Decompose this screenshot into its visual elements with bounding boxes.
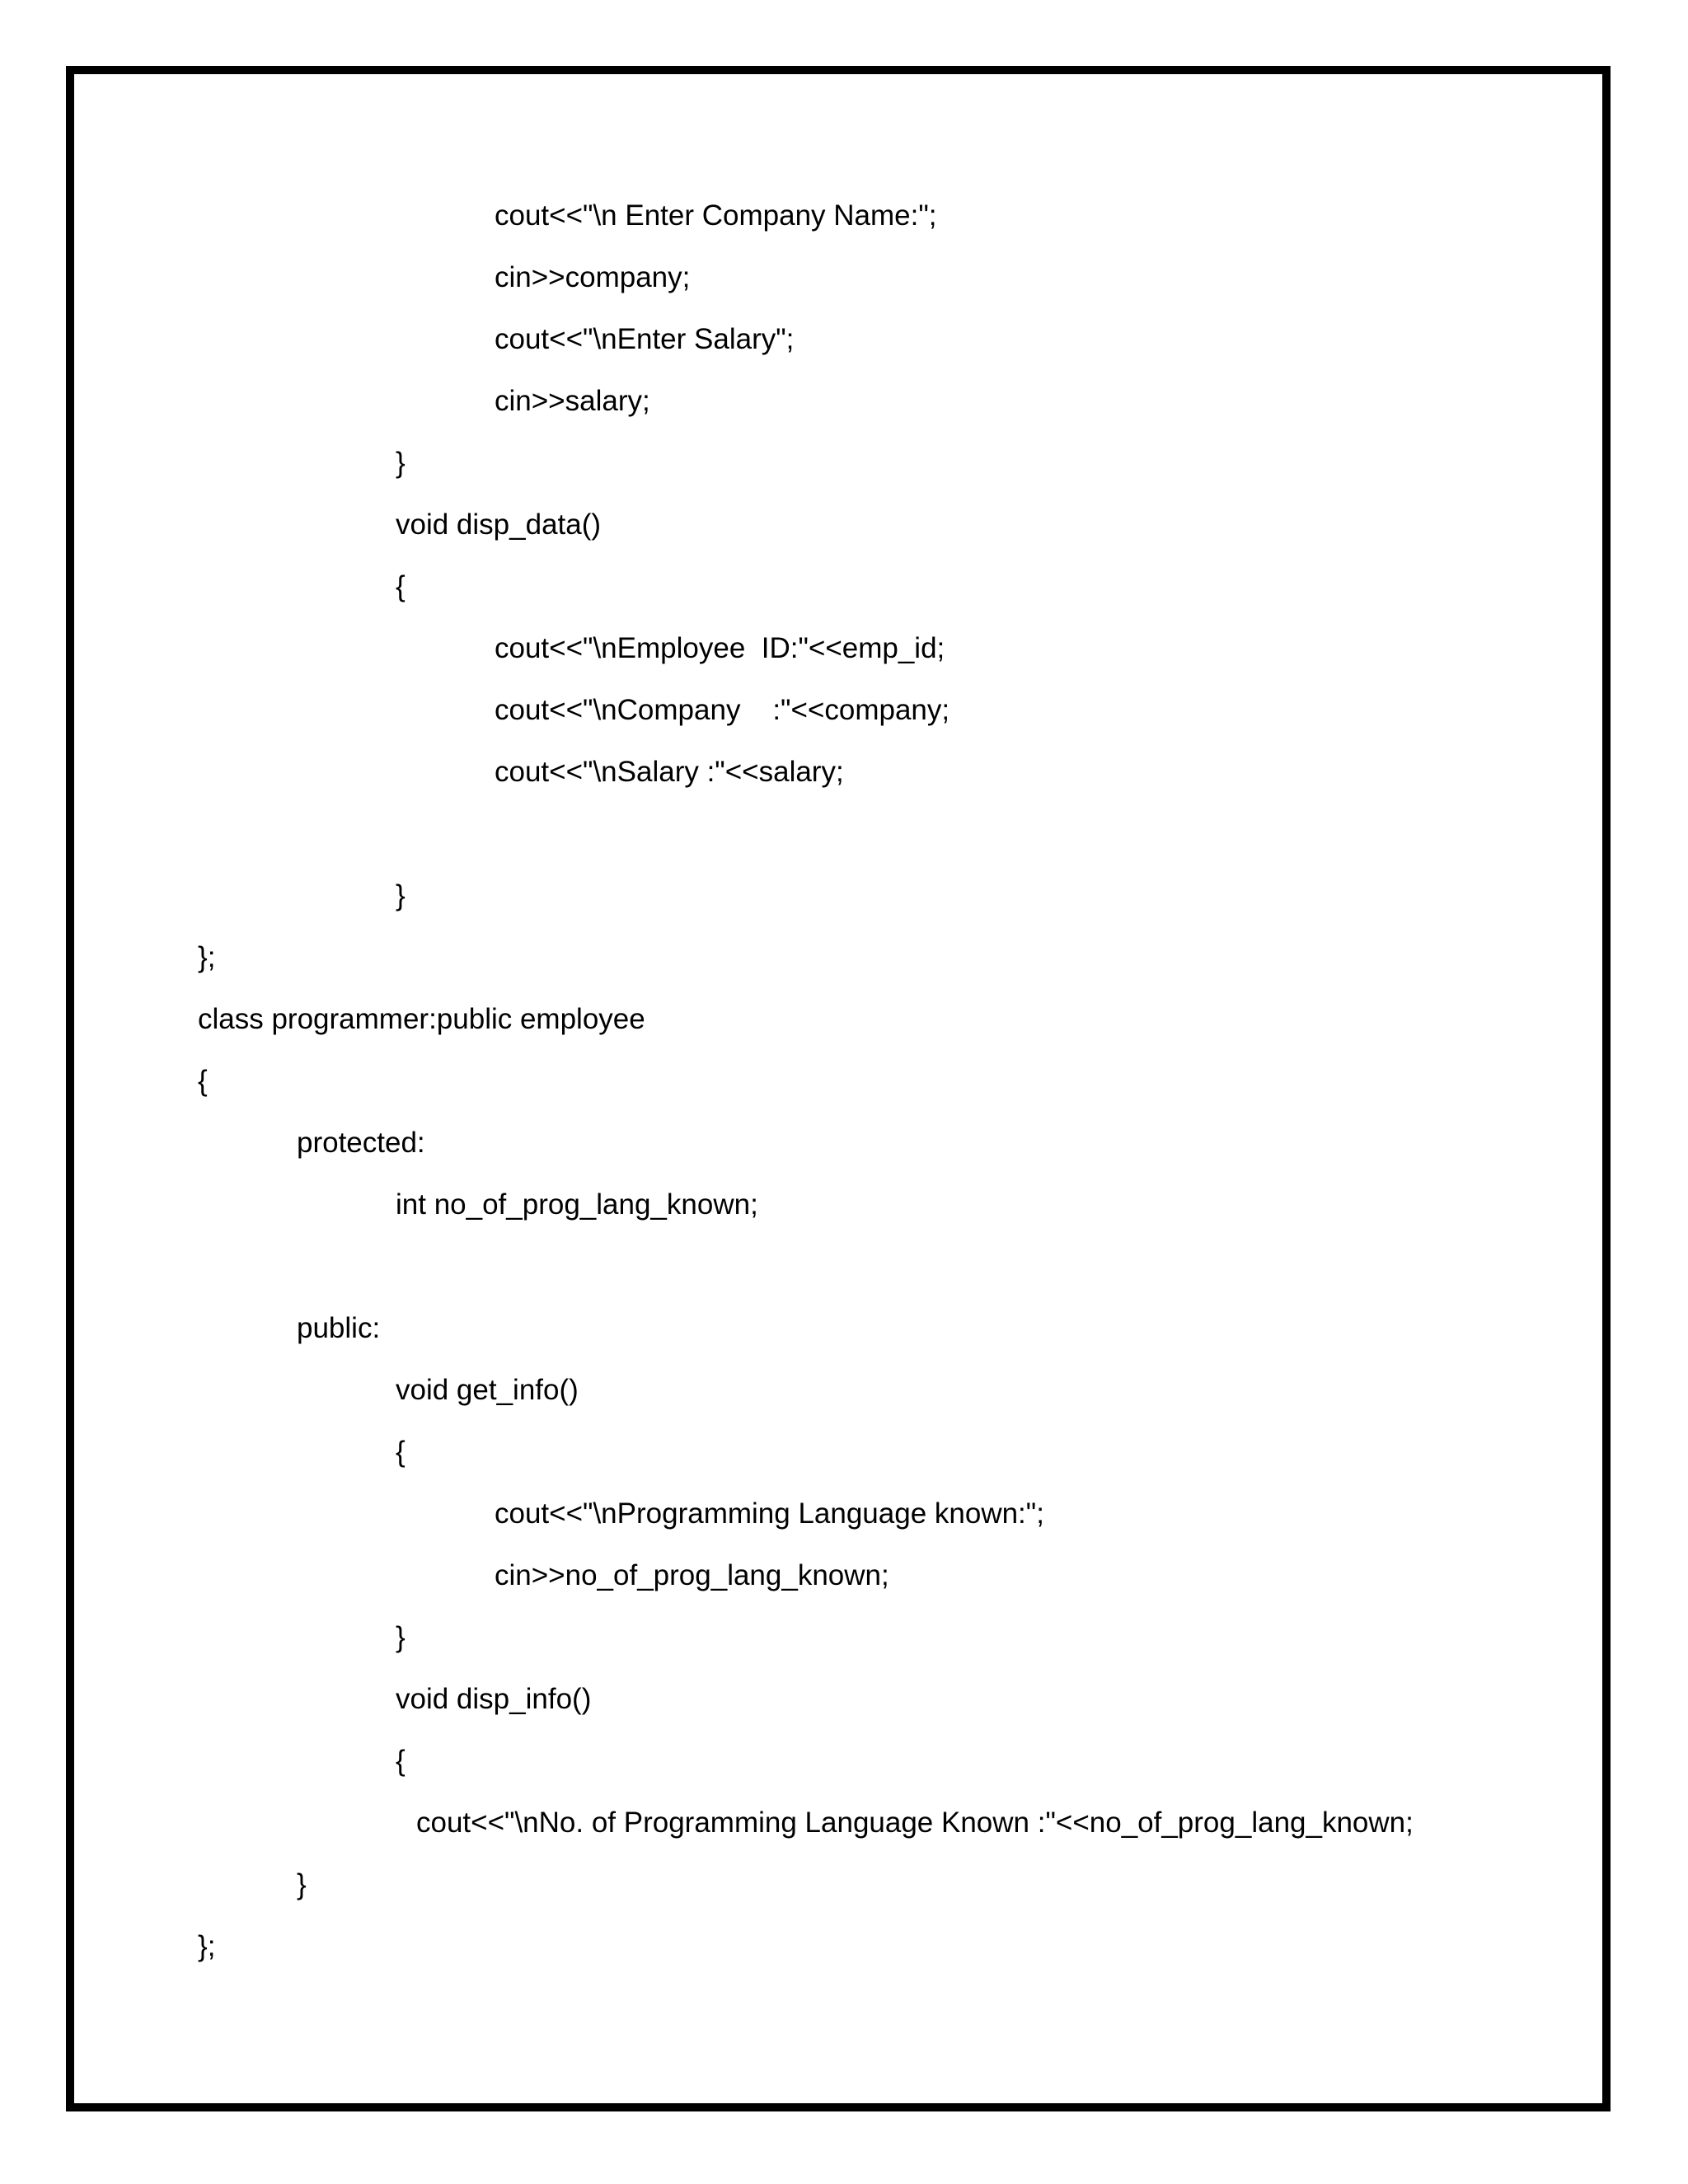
code-line: void disp_info() xyxy=(396,1683,592,1715)
code-line: void disp_data() xyxy=(396,509,602,541)
code-line: cout<<"\nEmployee ID:"<<emp_id; xyxy=(495,632,945,664)
code-line: cout<<"\nProgramming Language known:"; xyxy=(495,1497,1044,1530)
code-line: class programmer:public employee xyxy=(198,1003,645,1035)
code-line: int no_of_prog_lang_known; xyxy=(396,1188,758,1221)
code-line: }; xyxy=(198,941,216,973)
code-line: public: xyxy=(297,1312,381,1344)
code-line: cout<<"\nEnter Salary"; xyxy=(495,323,795,355)
code-line: { xyxy=(396,1436,406,1468)
code-line: cout<<"\nNo. of Programming Language Known :"<<no_of_prog_lang_known; xyxy=(416,1807,1414,1839)
code-line: cout<<"\nCompany :"<<company; xyxy=(495,694,950,726)
code-line: cout<<"\n Enter Company Name:"; xyxy=(495,199,937,232)
code-line: } xyxy=(396,447,406,479)
code-line: void get_info() xyxy=(396,1374,579,1406)
code-line: } xyxy=(297,1868,307,1900)
code-line: { xyxy=(198,1065,208,1097)
code-line: }; xyxy=(198,1930,216,1962)
code-line: } xyxy=(396,879,406,912)
code-line: protected: xyxy=(297,1127,425,1159)
code-line: } xyxy=(396,1621,406,1653)
code-line: cin>>salary; xyxy=(495,385,650,417)
page-border-frame xyxy=(66,66,1611,2111)
code-line: { xyxy=(396,1745,406,1777)
code-line: cout<<"\nSalary :"<<salary; xyxy=(495,756,844,788)
code-line: cin>>no_of_prog_lang_known; xyxy=(495,1559,889,1591)
code-line: cin>>company; xyxy=(495,261,691,293)
code-line: { xyxy=(396,570,406,602)
